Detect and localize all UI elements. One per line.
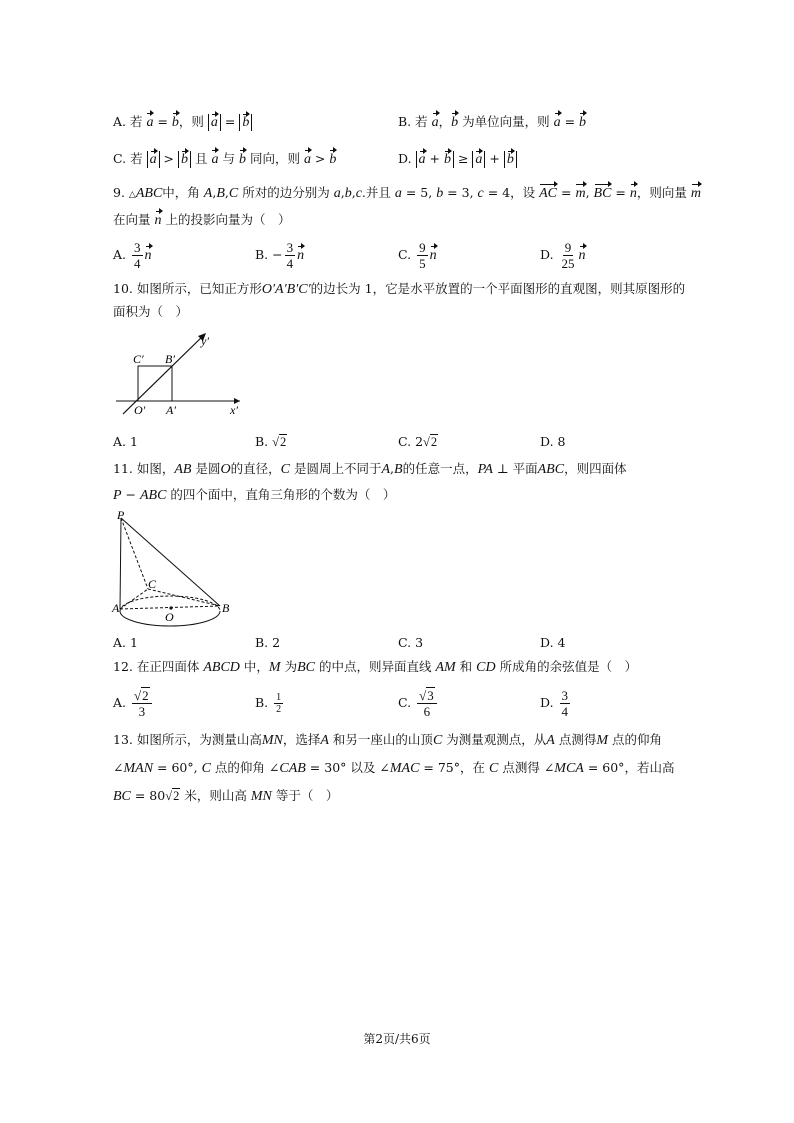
q12-option-c: C. $\frac{√3}{6}$ bbox=[398, 688, 439, 719]
edge-pc bbox=[121, 518, 148, 589]
label-b: B′ bbox=[165, 352, 175, 366]
q8-option-a: A. 若 a = b，则 a = b bbox=[113, 113, 252, 132]
q11-option-a: A. 1 bbox=[113, 635, 138, 650]
q8-option-b: B. 若 a，b 为单位向量，则 a = b bbox=[398, 114, 587, 130]
q10-option-a: A. 1 bbox=[113, 434, 138, 449]
q13-line-1: 13. 如图所示，为测量山高MN，选择A 和另一座山的山顶C 为测量观测点，从A 点测得M 点的仰角 bbox=[113, 732, 663, 748]
q9-option-b: B. − $\frac{3}{4}$ n bbox=[255, 240, 305, 271]
q9-option-a: A. $\frac{3}{4}$ n bbox=[113, 240, 152, 271]
q9-option-d: D. $\frac{9}{25}$ n bbox=[540, 240, 586, 271]
q10-option-c: C. 2√2 bbox=[398, 434, 438, 449]
label-b: B bbox=[222, 601, 230, 615]
q13-line-3: BC = 80√2 米，则山高 MN 等于（ ） bbox=[113, 788, 339, 804]
q10-option-b: B. √2 bbox=[255, 434, 287, 449]
q10-figure bbox=[108, 328, 248, 420]
q12-option-b: B. $\frac{1}{2}$ bbox=[255, 692, 282, 715]
q8-option-c: C. 若 a > b 且 a 与 b 同向，则 a > b bbox=[113, 151, 337, 167]
q13-line-2: ∠MAN = 60°, C 点的仰角 ∠CAB = 30° 以及 ∠MAC = 75°，在 C 点测得 ∠MCA = 60°，若山高 bbox=[113, 760, 675, 776]
q9-line-1: 9. △ABC中，角 A,B,C 所对的边分别为 a,b,c.并且 a = 5, b = 3, c = 4，设 AC = m, BC = n，则向量 m bbox=[113, 185, 701, 201]
label-a: A bbox=[112, 601, 120, 615]
page-footer: 第2页/共6页 bbox=[363, 1032, 431, 1046]
q11-option-c: C. 3 bbox=[398, 635, 424, 650]
edge-pa bbox=[120, 518, 121, 609]
q8-option-d: D. a + b ≥ a + b bbox=[398, 150, 517, 168]
label-c: C bbox=[148, 577, 157, 591]
edge-pb bbox=[121, 518, 220, 606]
q11-option-b: B. 2 bbox=[255, 635, 281, 650]
q12-option-d: D. $\frac{3}{4}$ bbox=[540, 688, 569, 719]
q12-line: 12. 在正四面体 ABCD 中，M 为BC 的中点，则异面直线 AM 和 CD 所成角的余弦值是（ ） bbox=[113, 659, 638, 675]
label-o: O′ bbox=[134, 403, 146, 417]
q11-line-1: 11. 如图，AB 是圆O的直径，C 是圆周上不同于A,B的任意一点，PA ⊥ 平面ABC，则四面体 bbox=[113, 461, 627, 477]
edge-cb bbox=[148, 589, 220, 606]
y-axis bbox=[123, 334, 205, 414]
q12-option-a: A. $\frac{√2}{3}$ bbox=[113, 688, 154, 719]
label-x: x′ bbox=[230, 403, 238, 417]
q9-option-c: C. $\frac{9}{5}$ n bbox=[398, 240, 437, 271]
q10-line-1: 10. 如图所示，已知正方形O′A′B′C′的边长为 1，它是水平放置的一个平面图形的直观图，则其原图形的 bbox=[113, 281, 686, 297]
label-a: A′ bbox=[166, 403, 176, 417]
q10-line-2: 面积为（ ） bbox=[113, 304, 189, 319]
q9-line-2: 在向量 n 上的投影向量为（ ） bbox=[113, 212, 291, 228]
q11-line-2: P − ABC 的四个面中，直角三角形的个数为（ ） bbox=[113, 487, 396, 503]
label-o: O bbox=[165, 610, 174, 624]
q11-option-d: D. 4 bbox=[540, 635, 566, 650]
q11-figure bbox=[108, 506, 238, 628]
label-y: y′ bbox=[201, 334, 209, 348]
q10-option-d: D. 8 bbox=[540, 434, 566, 449]
label-p: P bbox=[117, 508, 125, 522]
label-c: C′ bbox=[133, 352, 144, 366]
